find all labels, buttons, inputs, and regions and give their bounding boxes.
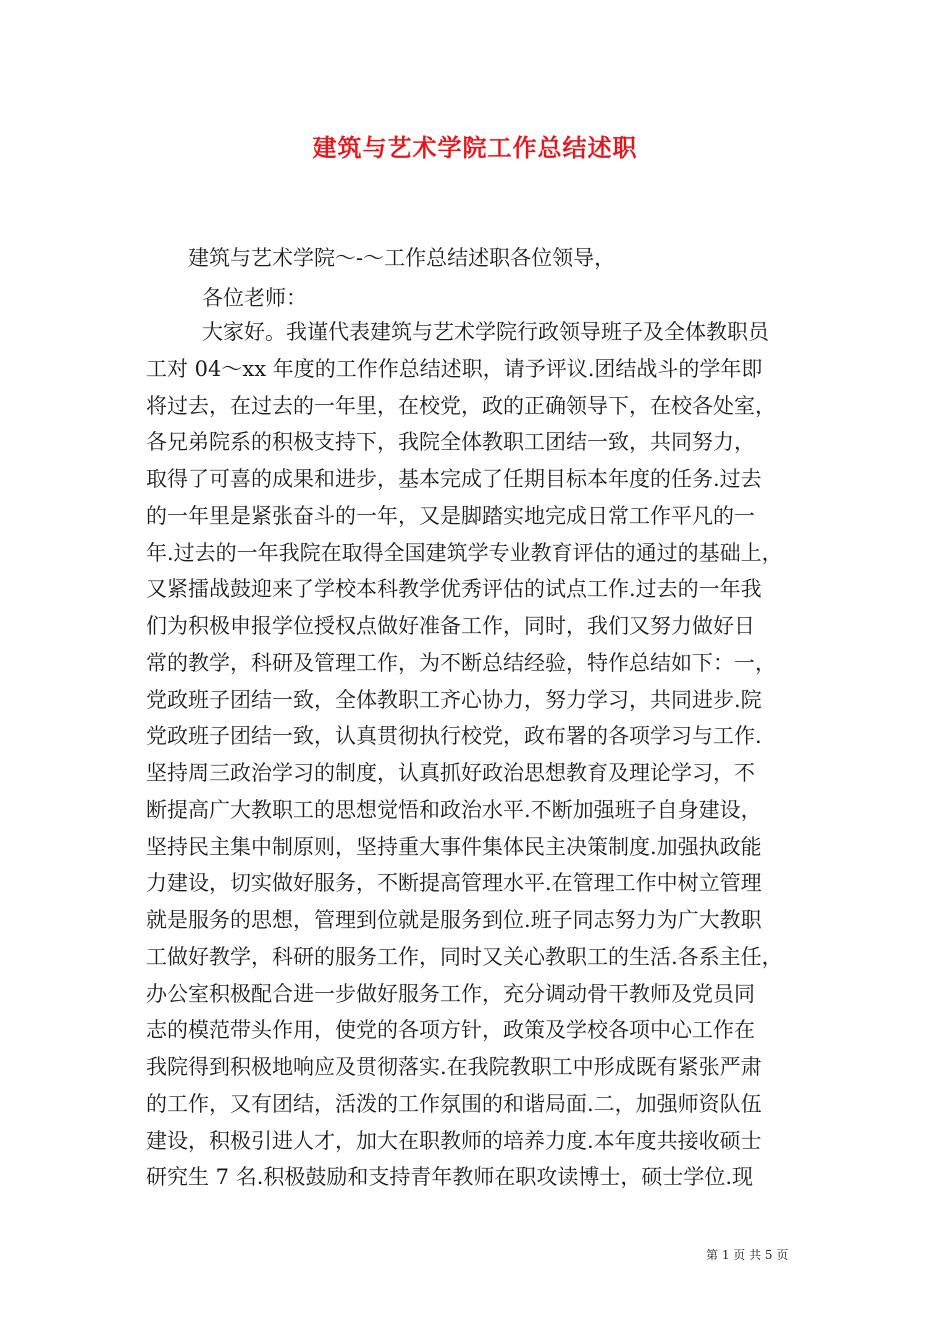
body-line: 研究生 7 名.积极鼓励和支持青年教师在职攻读博士，硕士学位.现	[146, 1165, 754, 1190]
intro-line: 建筑与艺术学院～-～工作总结述职各位领导，	[188, 246, 616, 270]
body-line: 志的模范带头作用，使党的各项方针，政策及学校各项中心工作在	[146, 1018, 755, 1043]
body-line: 们为积极申报学位授权点做好准备工作，同时，我们又努力做好日	[146, 614, 755, 638]
body-line: 各兄弟院系的积极支持下，我院全体教职工团结一致，共同努力，	[146, 430, 755, 455]
body-line: 又紧擂战鼓迎来了学校本科教学优秀评估的试点工作.过去的一年我	[146, 577, 762, 602]
body-line: 党政班子团结一致，认真贯彻执行校党，政布署的各项学习与工作.	[146, 724, 762, 749]
body-line: 办公室积极配合进一步做好服务工作，充分调动骨干教师及党员同	[146, 981, 755, 1006]
body-line: 大家好。我谨代表建筑与艺术学院行政领导班子及全体教职员	[202, 320, 769, 344]
body-line: 取得了可喜的成果和进步，基本完成了任期目标本年度的任务.过去	[146, 467, 762, 491]
body-line: 将过去，在过去的一年里，在校党，政的正确领导下，在校各处室，	[146, 393, 776, 418]
body-line: 我院得到积极地响应及贯彻落实.在我院教职工中形成既有紧张严肃	[146, 1055, 762, 1079]
body-line: 工做好教学，科研的服务工作，同时又关心教职工的生活.各系主任，	[146, 944, 783, 969]
body-line: 党政班子团结一致，全体教职工齐心协力，努力学习，共同进步.院	[146, 687, 762, 712]
body-text	[146, 314, 806, 1196]
body-line: 建设，积极引进人才，加大在职教师的培养力度.本年度共接收硕士	[146, 1128, 762, 1153]
body-line: 断提高广大教职工的思想觉悟和政治水平.不断加强班子自身建设，	[146, 797, 762, 822]
page-number-footer: 第 1 页 共 5 页	[706, 1248, 789, 1262]
body-line: 年.过去的一年我院在取得全国建筑学专业教育评估的通过的基础上，	[146, 540, 783, 565]
body-line: 常的教学，科研及管理工作，为不断总结经验，特作总结如下：一，	[146, 650, 776, 675]
body-line: 工对 04～xx 年度的工作作总结述职，请予评议.团结战斗的学年即	[146, 356, 763, 381]
body-line: 就是服务的思想，管理到位就是服务到位.班子同志努力为广大教职	[146, 908, 762, 932]
document-title: 建筑与艺术学院工作总结述职	[312, 133, 638, 162]
body-line: 力建设，切实做好服务，不断提高管理水平.在管理工作中树立管理	[146, 871, 762, 896]
body-line: 坚持周三政治学习的制度，认真抓好政治思想教育及理论学习，不	[146, 761, 755, 785]
body-line: 坚持民主集中制原则，坚持重大事件集体民主决策制度.加强执政能	[146, 834, 762, 859]
body-line: 的一年里是紧张奋斗的一年，又是脚踏实地完成日常工作平凡的一	[146, 503, 755, 528]
body-line: 的工作，又有团结，活泼的工作氛围的和谐局面.二，加强师资队伍	[146, 1091, 762, 1116]
salutation: 各位老师：	[202, 286, 307, 310]
